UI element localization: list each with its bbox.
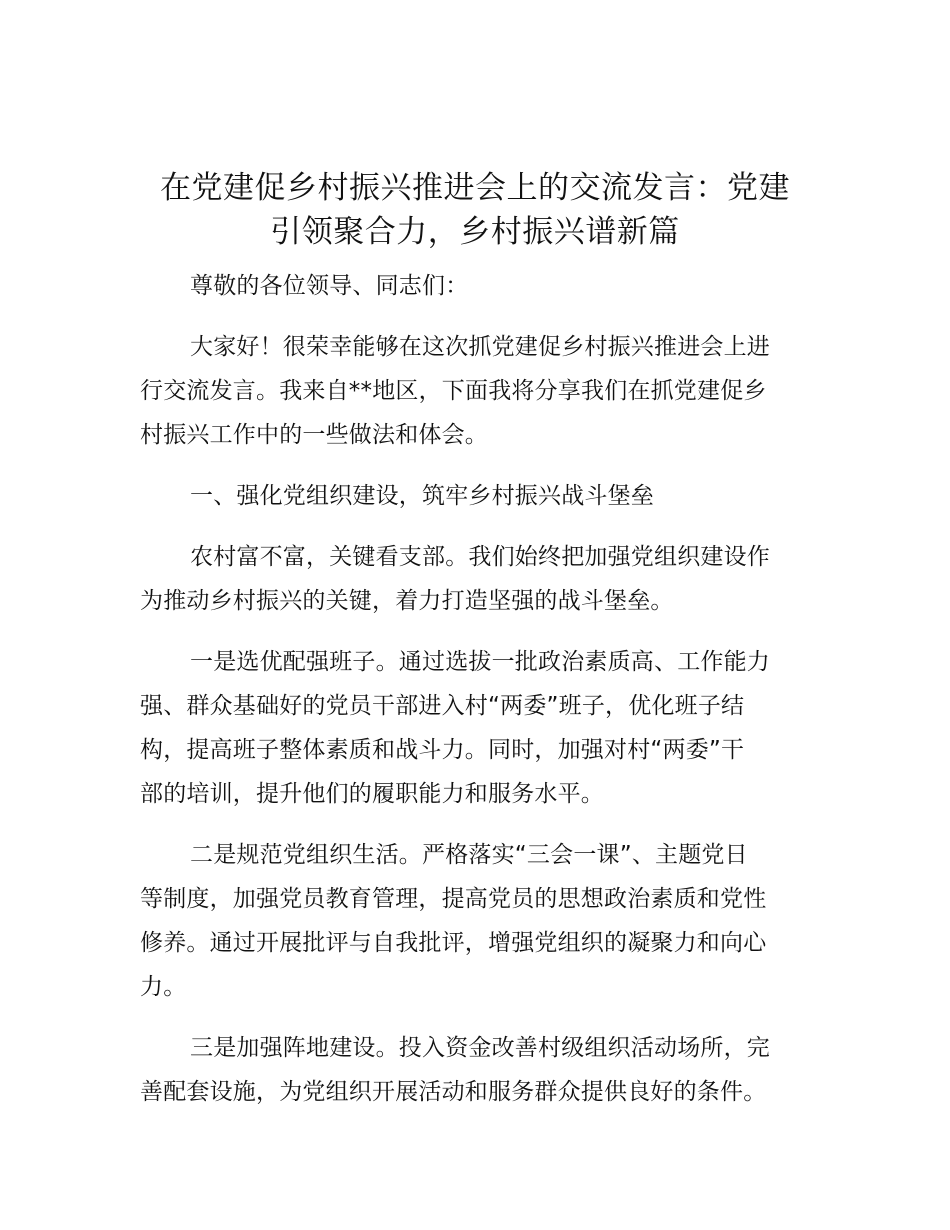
- text-line: 力。: [140, 974, 187, 1000]
- text-line: 行交流发言。我来自**地区，下面我将分享我们在抓党建促乡: [140, 378, 767, 404]
- text-line: 等制度，加强党员教育管理，提高党员的思想政治素质和党性: [140, 886, 767, 912]
- text-line: 尊敬的各位领导、同志们：: [190, 273, 469, 299]
- title-line: 引领聚合力，乡村振兴谱新篇: [270, 214, 680, 250]
- paragraph-point-three: [140, 1026, 812, 1114]
- paragraph-point-two: [140, 833, 812, 1009]
- document-title: [140, 166, 810, 254]
- text-line: 构，提高班子整体素质和战斗力。同时，加强对村“两委”干: [140, 737, 745, 763]
- title-line: 在党建促乡村振兴推进会上的交流发言：党建: [160, 170, 790, 206]
- paragraph-intro: [140, 535, 812, 623]
- paragraph-point-one: [140, 640, 812, 816]
- paragraph-greeting: [140, 325, 812, 457]
- text-line: 大家好！很荣幸能够在这次抓党建促乡村振兴推进会上进: [190, 334, 770, 360]
- text-line: 部的培训，提升他们的履职能力和服务水平。: [140, 781, 604, 807]
- text-line: 善配套设施，为党组织开展活动和服务群众提供良好的条件。: [140, 1079, 767, 1105]
- text-line: 强、群众基础好的党员干部进入村“两委”班子，优化班子结: [140, 693, 745, 719]
- text-line: 修养。通过开展批评与自我批评，增强党组织的凝聚力和向心: [140, 930, 767, 956]
- text-line: 一是选优配强班子。通过选拔一批政治素质高、工作能力: [190, 649, 770, 675]
- text-line: 农村富不富，关键看支部。我们始终把加强党组织建设作: [190, 544, 770, 570]
- text-line: 一、强化党组织建设，筑牢乡村振兴战斗堡垒: [190, 483, 654, 509]
- text-line: 村振兴工作中的一些做法和体会。: [140, 422, 488, 448]
- document-body: [140, 264, 812, 1131]
- section-heading: [140, 474, 812, 518]
- text-line: 二是规范党组织生活。严格落实“三会一课”、主题党日: [190, 842, 748, 868]
- text-line: 三是加强阵地建设。投入资金改善村级组织活动场所，完: [190, 1035, 770, 1061]
- paragraph-salutation: [140, 264, 812, 308]
- text-line: 为推动乡村振兴的关键，着力打造坚强的战斗堡垒。: [140, 588, 674, 614]
